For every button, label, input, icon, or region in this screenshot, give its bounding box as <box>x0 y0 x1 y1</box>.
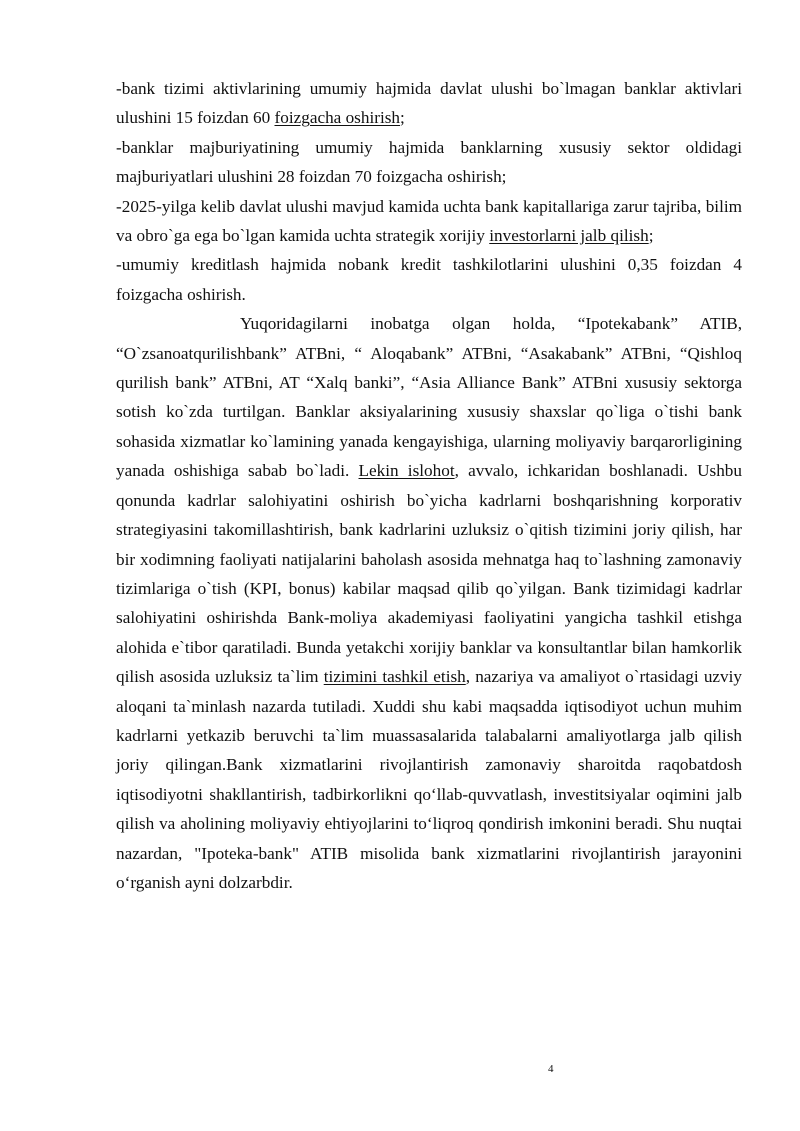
underlined-phrase: foizgacha oshirish <box>274 108 401 128</box>
body-text <box>116 74 742 897</box>
paragraph-bullet-2 <box>116 133 742 192</box>
underlined-phrase: tizimini tashkil etish <box>323 667 466 687</box>
underlined-phrase: Lekin islohot <box>358 461 455 481</box>
text-run: , avvalo, ichkaridan boshlanadi. Ushbu qonunda kadrlar salohiyatini oshirish bo`yicha kadrlarni boshqarishning korporativ strategiyasini takomillashtirish, bank kadrlarini uzluksiz o`qitish tizimini joriy qilish, har bir xodimning faoliyati natijalarini baholash asosida mehnatga haq to`lashning zamonaviy tizimlariga o`tish (KPI, bonus) kabilar maqsad qilib qo`yilgan. Bank tizimidagi kadrlar salohiyatini oshirishda Bank-moliya akademiyasi faoliyatini yangicha tashkil etishga alohida e`tibor qaratiladi. Bunda yetakchi xorijiy banklar va konsultantlar bilan hamkorlik qilish asosida uzluksiz ta`lim <box>116 461 742 687</box>
text-run: -2025-yilga kelib davlat ulushi mavjud kamida uchta bank kapitallariga zarur tajriba, bilim va obro`ga ega bo`lgan kamida uchta strategik xorijiy <box>116 196 742 246</box>
text-run: ; <box>648 226 654 246</box>
paragraph-main <box>116 309 742 897</box>
paragraph-bullet-3 <box>116 192 742 251</box>
text-run: , nazariya va amaliyot o`rtasidagi uzviy aloqani ta`minlash nazarda tutiladi. Xuddi shu kabi maqsadda iqtisodiyot uchun muhim kadrlarni yetkazib beruvchi ta`lim muassasalarida talabalarni amaliyotlarga jalb qilish joriy qilingan.Bank xizmatlarini rivojlantirish zamonaviy sharoitda raqobatdosh iqtisodiyotni shakllantirish, tadbirkorlikni qo‘llab-quvvatlash, investitsiyalar oqimini jalb qilish va aholining moliyaviy ehtiyojlarini to‘liqroq qondirish imkonini beradi. Shu nuqtai nazardan, "Ipoteka-bank" ATIB misolida bank xizmatlarini rivojlantirish jarayonini o‘rganish ayni dolzarbdir. <box>116 667 743 892</box>
underlined-phrase: investorlarni jalb qilish <box>489 226 649 246</box>
text-run: Yuqoridagilarni inobatga olgan holda, “Ipotekabank” ATIB, “O`zsanoatqurilishbank” ATBni, “ Aloqabank” ATBni, “Asakabank” ATBni, “Qishloq qurilish bank” ATBni, AT “Xalq banki”, “Asia Alliance Bank” ATBni xususiy sektorga sotish ko`zda turtilgan. Banklar aksiyalarining xususiy shaxslar qo`liga o`tishi bank sohasida xizmatlar ko`lamining yanada kengayishiga, ularning moliyaviy barqarorligining yanada oshishiga sabab bo`ladi. <box>116 314 742 481</box>
text-run: -umumiy kreditlash hajmida nobank kredit tashkilotlarini ulushini 0,35 foizdan 4 foizgacha oshirish. <box>116 255 742 304</box>
page-number: 4 <box>548 1063 554 1075</box>
text-run: -bank tizimi aktivlarining umumiy hajmida davlat ulushi bo`lmagan banklar aktivlari ulushini 15 foizdan 60 <box>116 79 742 128</box>
text-run: -banklar majburiyatining umumiy hajmida banklarning xususiy sektor oldidagi majburiyatlari ulushini 28 foizdan 70 foizgacha oshirish; <box>116 137 742 187</box>
paragraph-bullet-1 <box>116 74 742 133</box>
text-run: ; <box>400 108 405 128</box>
paragraph-bullet-4 <box>116 250 742 309</box>
